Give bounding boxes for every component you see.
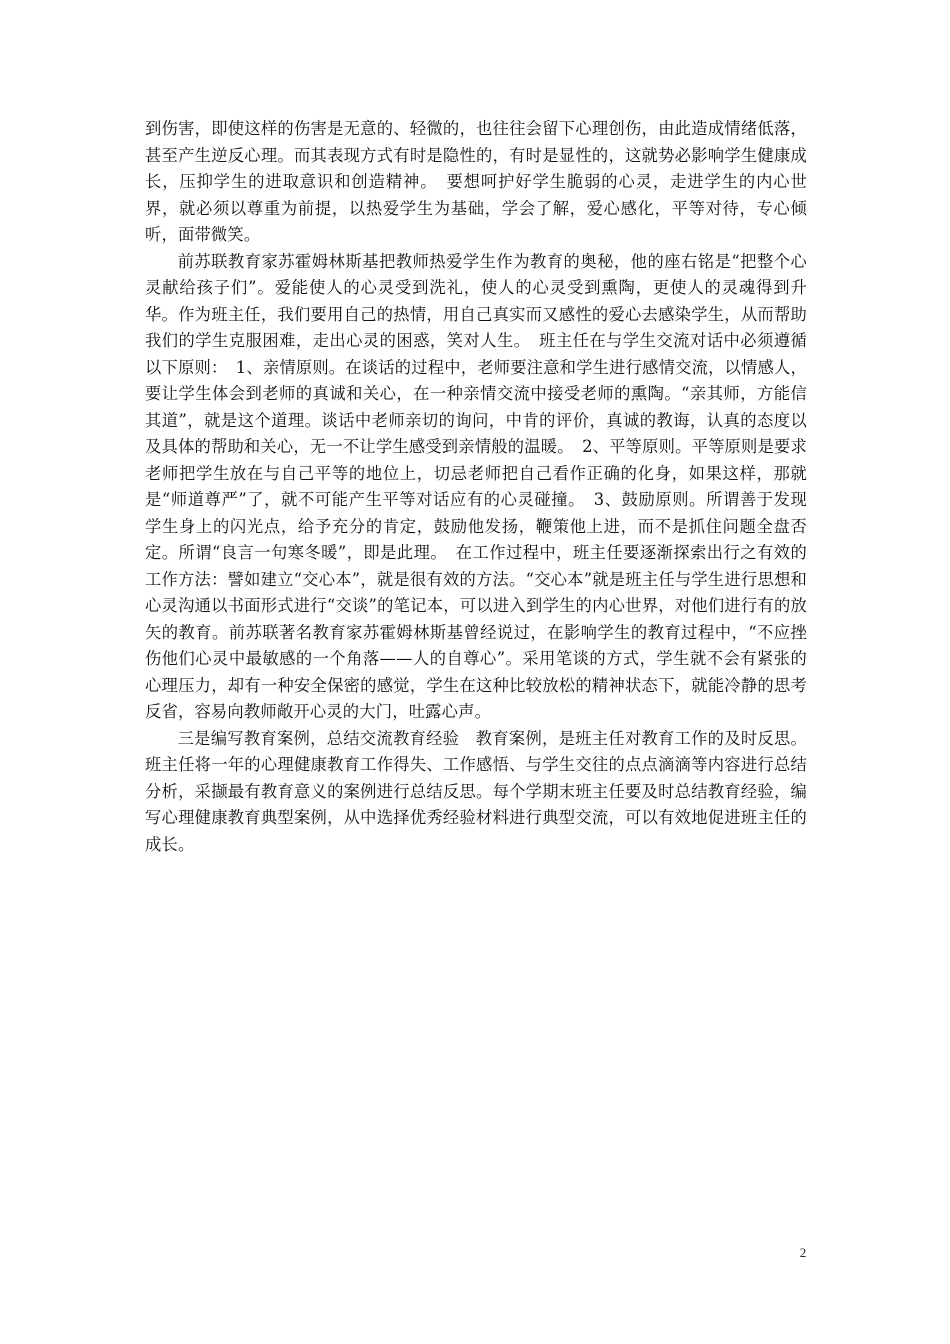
paragraph-continued: 到伤害，即使这样的伤害是无意的、轻微的，也往往会留下心理创伤，由此造成情绪低落，甚至产生逆反心理。而其表现方式有时是隐性的，有时是显性的，这就势必影响学生健康成长，压抑学生的进取意识和创造精神。 要想呵护好学生脆弱的心灵，走进学生的内心世界，就必须以尊重为前提，以热爱学生为基础，学会了解，爱心感化，平等对待，专心倾听，面带微笑。 [145,119,807,244]
paragraph-teacher-love-principles: 前苏联教育家苏霍姆林斯基把教师热爱学生作为教育的奥秘，他的座右铭是“把整个心灵献给孩子们”。爱能使人的心灵受到洗礼，使人的心灵受到熏陶，更使人的灵魂得到升华。作为班主任，我们要用自己的热情，用自己真实而又感性的爱心去感染学生，从而帮助我们的学生克服困难，走出心灵的困惑，笑对人生。 班主任在与学生交流对话中必须遵循以下原则： 1、亲情原则。在谈话的过程中，老师要注意和学生进行感情交流，以情感人，要让学生体会到老师的真诚和关心，在一种亲情交流中接受老师的熏陶。“亲其师，方能信其道”，就是这个道理。谈话中老师亲切的询问，中肯的评价，真诚的教诲，认真的态度以及具体的帮助和关心，无一不让学生感受到亲情般的温暖。 2、平等原则。平等原则是要求老师把学生放在与自己平等的地位上，切忌老师把自己看作正确的化身，如果这样，那就是“师道尊严”了，就不可能产生平等对话应有的心灵碰撞。 3、鼓励原则。所谓善于发现学生身上的闪光点，给予充分的肯定，鼓励他发扬，鞭策他上进，而不是抓住问题全盘否定。所谓“良言一句寒冬暖”，即是此理。 在工作过程中，班主任要逐渐探索出行之有效的工作方法：譬如建立“交心本”，就是很有效的方法。“交心本”就是班主任与学生进行思想和心灵沟通以书面形式进行“交谈”的笔记本，可以进入到学生的内心世界，对他们进行有的放矢的教育。前苏联著名教育家苏霍姆林斯基曾经说过，在影响学生的教育过程中，“不应挫伤他们心灵中最敏感的一个角落——人的自尊心”。采用笔谈的方式，学生就不会有紧张的心理压力，却有一种安全保密的感觉，学生在这种比较放松的精神状态下，就能冷静的思考反省，容易向教师敞开心灵的大门，吐露心声。 [145,251,807,721]
page-number: 2 [799,1245,807,1260]
document-body [145,116,807,858]
paragraph-education-cases: 三是编写教育案例，总结交流教育经验 教育案例，是班主任对教育工作的及时反思。班主任将一年的心理健康教育工作得失、工作感悟、与学生交往的点点滴滴等内容进行总结分析，采撷最有教育意义的案例进行总结反思。每个学期末班主任要及时总结教育经验，编写心理健康教育典型案例，从中选择优秀经验材料进行典型交流，可以有效地促进班主任的成长。 [145,728,807,854]
